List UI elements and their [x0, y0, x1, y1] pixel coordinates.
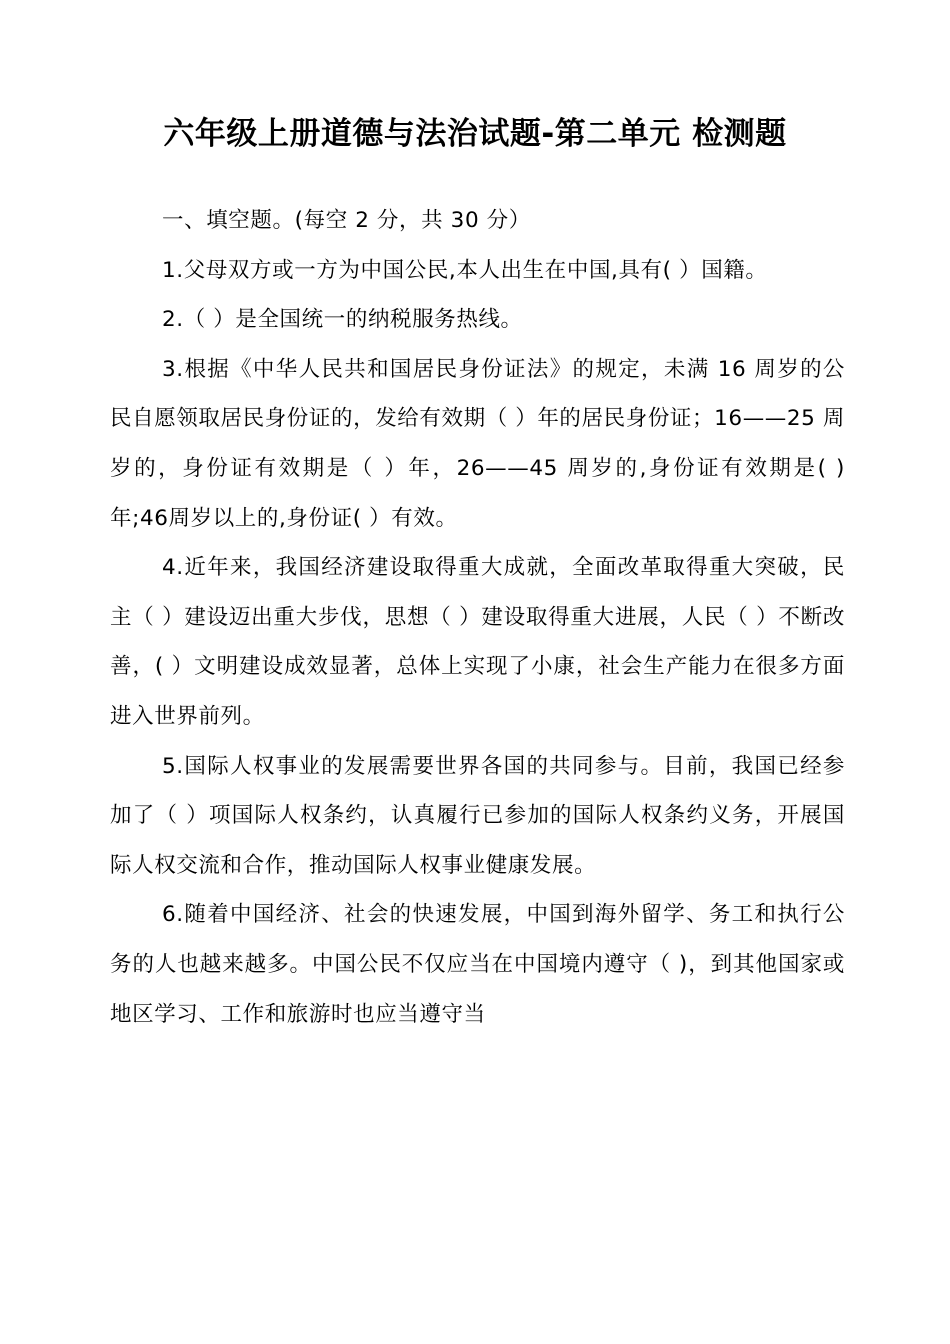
question-1: 1.父母双方或一方为中国公民,本人出生在中国,具有( ）国籍。	[162, 257, 768, 283]
section-heading: 一、填空题。(每空 2 分，共 30 分）	[162, 208, 531, 233]
question-4: 4.近年来，我国经济建设取得重大成就，全面改革取得重大突破，民主（ ）建设迈出重大步伐，思想（ ）建设取得重大进展，人民（ ）不断改善，( ）文明建设成效显著，总体上实现了小康，社会生产能力在很多方面进入世界前列。	[110, 555, 845, 729]
document-body	[110, 196, 845, 1039]
document-title: 六年级上册道德与法治试题-第二单元 检测题	[163, 116, 787, 152]
question-6: 6.随着中国经济、社会的快速发展，中国到海外留学、务工和执行公务的人也越来越多。中国公民不仅应当在中国境内遵守（ )，到其他国家或地区学习、工作和旅游时也应当遵守当	[110, 902, 845, 1027]
question-2: 2.（ ）是全国统一的纳税服务热线。	[162, 307, 523, 333]
question-5: 5.国际人权事业的发展需要世界各国的共同参与。目前，我国已经参加了（ ）项国际人权条约，认真履行已参加的国际人权条约义务，开展国际人权交流和合作，推动国际人权事业健康发展。	[110, 753, 845, 878]
question-3: 3.根据《中华人民共和国居民身份证法》的规定，未满 16 周岁的公民自愿领取居民身份证的，发给有效期（ ）年的居民身份证；16——25 周岁的，身份证有效期是（ ）年，26——45 周岁的,身份证有效期是( )年;46周岁以上的,身份证( ）有效。	[110, 356, 845, 531]
